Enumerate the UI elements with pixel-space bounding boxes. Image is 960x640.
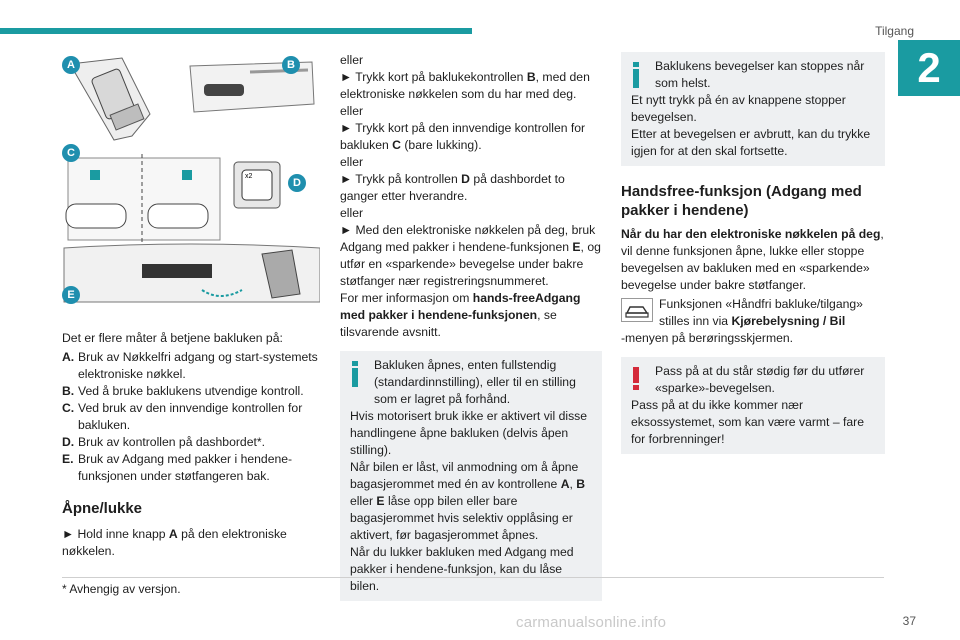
column-2: [340, 52, 602, 601]
or-text: eller: [340, 206, 364, 220]
or-text: eller: [340, 104, 364, 118]
control-list: [62, 349, 322, 485]
step-b: ► Trykk kort på baklukekontrollen B, med den elektroniske nøkkelen som du har med deg.: [340, 70, 590, 101]
info-text: Når du lukker bakluken med Adgang med pakker i hendene-funksjon, kan du låse bilen.: [350, 545, 574, 593]
step-e: ► Med den elektroniske nøkkelen på deg, bruk Adgang med pakker i hendene-funksjonen E, og utfør en «sparkende» bevegelse under bakre støtfanger nær registreringsnummeret.: [340, 223, 601, 288]
label-b-badge: B: [282, 56, 300, 74]
handsfree-text: Når du har den elektroniske nøkkelen på deg, vil denne funksjonen åpne, lukke eller stoppe bevegelsen av bakluken med en «sparkende» bevegelse under bakre støtfanger.: [621, 227, 884, 292]
warning-icon: [633, 367, 639, 390]
chapter-tab: 2: [898, 40, 960, 96]
label-c-badge: C: [62, 144, 80, 162]
more-info: For mer informasjon om hands-freeAdgang med pakker i hendene-funksjonen, se tilsvarende avsnitt.: [340, 291, 581, 339]
info-box: [340, 351, 602, 601]
setting-menu-text: -menyen på berøringsskjermen.: [621, 331, 794, 345]
info-box: [621, 52, 885, 166]
label-a-badge: A: [62, 56, 80, 74]
watermark: carmanualsonline.info: [516, 614, 667, 631]
info-text: Hvis motorisert bruk ikke er aktivert vil disse handlingene åpne bakluken (delvis åpen stilling).: [350, 409, 588, 457]
info-lead: Bakluken åpnes, enten fullstendig (standardinnstilling), eller til en stilling som er lagret på forhånd.: [374, 358, 576, 406]
or-text: eller: [340, 155, 364, 169]
x2-label: x2: [245, 173, 253, 180]
label-d-badge: D: [288, 174, 306, 192]
open-close-heading: Åpne/lukke: [62, 500, 143, 517]
warning-text: Pass på at du ikke kommer nær eksossystemet, som kan være varmt – fare for forbrenninger!: [631, 398, 864, 446]
list-item: E. Bruk av Adgang med pakker i hendene-funksjonen under støtfangeren bak.: [62, 452, 293, 483]
open-close-step: ► Hold inne knapp A på den elektroniske nøkkelen.: [62, 527, 287, 558]
info-text: Et nytt trykk på én av knappene stopper bevegelsen.: [631, 93, 846, 124]
intro-text: Det er flere måter å betjene bakluken på:: [62, 331, 283, 345]
label-e-badge: E: [62, 286, 80, 304]
list-item: B. Ved å bruke baklukens utvendige kontroll.: [62, 384, 304, 398]
list-item: D. Bruk av kontrollen på dashbordet*.: [62, 435, 265, 449]
info-text: Etter at bevegelsen er avbrutt, kan du trykke igjen for at den skal fortsette.: [631, 127, 871, 158]
setting-paragraph: Funksjonen «Håndfri bakluke/tilgang» stilles inn via Kjørebelysning / Bil: [621, 296, 885, 330]
warning-lead: Pass på at du står stødig før du utfører «sparke»-bevegelsen.: [655, 364, 865, 395]
info-lead: Baklukens bevegelser kan stoppes når som helst.: [655, 59, 865, 90]
footer-rule: [62, 577, 884, 578]
step-d: ► Trykk på kontrollen D på dashbordet to ganger etter hverandre.: [340, 172, 565, 203]
page-number: 37: [902, 614, 916, 628]
tailgate-controls-figure: [62, 54, 320, 306]
info-text: Når bilen er låst, vil anmodning om å åpne bagasjerommet med én av kontrollene A, B eller E låse opp bilen eller bare bagasjerommet hvis selektiv opplåsing er aktivert, før bagasjerommet åpnes.: [350, 460, 586, 542]
info-icon: [352, 361, 358, 387]
list-item: C. Ved bruk av den innvendige kontrollen for bakluken.: [62, 401, 303, 432]
handsfree-heading: Handsfree-funksjon (Adgang med pakker i hendene): [621, 183, 862, 219]
car-tailgate-icon: [621, 298, 653, 322]
or-text: eller: [340, 53, 364, 67]
section-title: Tilgang: [875, 24, 914, 38]
column-3: [621, 52, 885, 454]
footnote: * Avhengig av versjon.: [62, 582, 181, 596]
figure-illustration: [62, 54, 320, 306]
info-icon: [633, 62, 639, 88]
step-c: ► Trykk kort på den innvendige kontrollen for bakluken C (bare lukking).: [340, 121, 586, 152]
list-item: A. Bruk av Nøkkelfri adgang og start-systemets elektroniske nøkkel.: [62, 350, 318, 381]
column-1: [62, 330, 322, 560]
warning-box: [621, 357, 885, 454]
top-accent-bar: [0, 28, 472, 34]
